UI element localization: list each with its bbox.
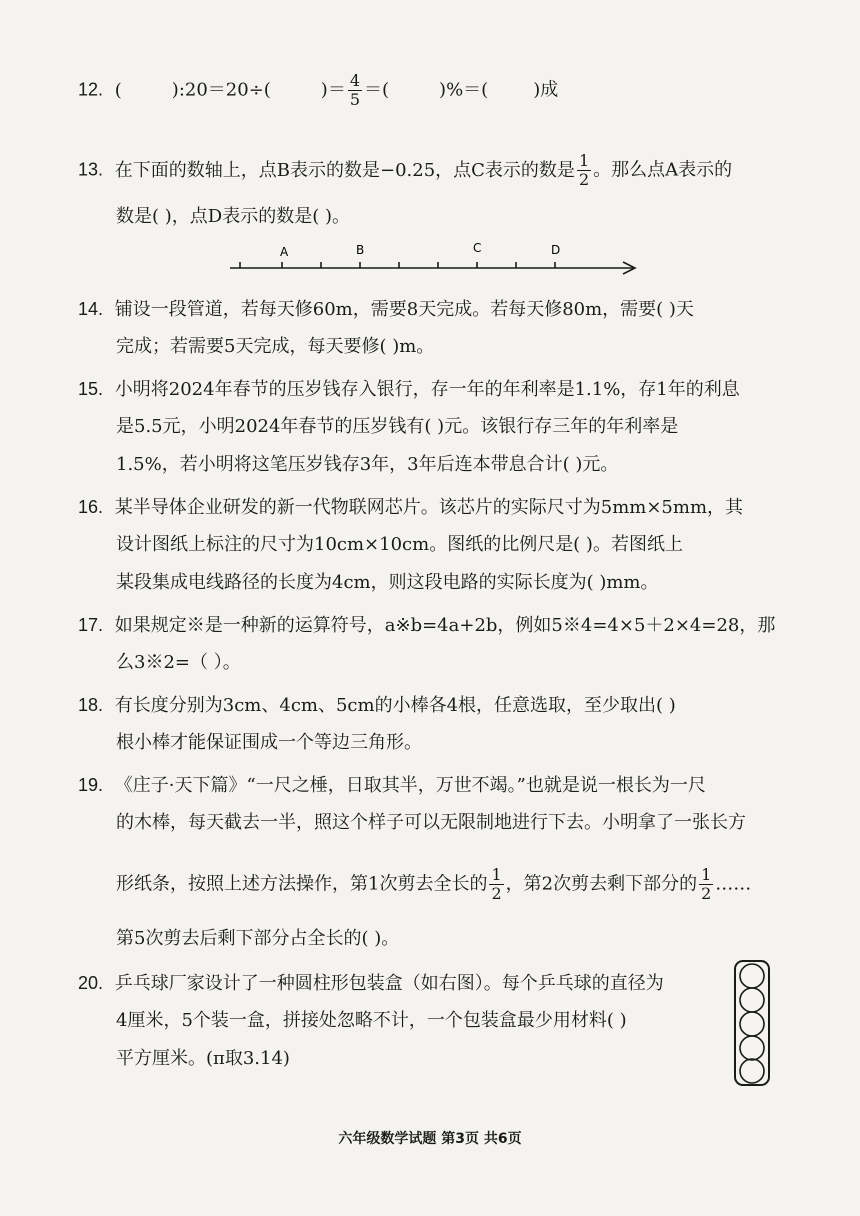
question-19-line-3: 形纸条，按照上述方法操作，第1次剪去全长的 $\frac{1}{2}$ ，第2次剪去剩下部分的 $\frac{1}{2}$ ……	[116, 865, 752, 903]
question-number: 13.	[78, 159, 104, 180]
question-20-line-3: 平方厘米。(π取3.14)	[116, 1048, 290, 1069]
question-19-line-1: 19. 《庄子·天下篇》“一尺之棰，日取其半，万世不竭。”也就是说一根长为一尺	[78, 775, 706, 796]
question-14-line-2: 完成；若需要5天完成，每天要修( )m。	[116, 336, 435, 357]
question-12: 12. ( ):20＝20÷( )＝ $\frac{4}{5}$ ＝( )%＝( )成	[78, 71, 559, 109]
question-15-line-1: 15. 小明将2024年春节的压岁钱存入银行，存一年的年利率是1.1%，存1年的利息	[78, 379, 740, 400]
question-number: 19.	[78, 775, 104, 795]
fraction-one-half: $\frac{1}{2}$	[578, 151, 590, 189]
question-17-line-2: 么3※2=（ ）。	[116, 652, 241, 673]
question-17-line-1: 17. 如果规定※是一种新的运算符号，a※b=4a+2b，例如5※4=4×5＋2×4=28，那	[78, 615, 776, 636]
fraction-four-fifths: $\frac{4}{5}$	[349, 71, 361, 109]
question-16-line-2: 设计图纸上标注的尺寸为10cm×10cm。图纸的比例尺是( )。若图纸上	[116, 534, 683, 555]
ping-pong-box-figure	[732, 958, 772, 1088]
fraction-one-half: $\frac{1}{2}$	[491, 865, 502, 903]
question-15-line-2: 是5.5元，小明2024年春节的压岁钱有( )元。该银行存三年的年利率是	[116, 416, 679, 437]
question-18-line-2: 根小棒才能保证围成一个等边三角形。	[116, 732, 422, 753]
question-number: 16.	[78, 497, 104, 517]
ping-pong-ball	[740, 1012, 764, 1036]
question-number: 18.	[78, 695, 104, 715]
ping-pong-ball	[740, 1036, 764, 1060]
question-18-line-1: 18. 有长度分别为3cm、4cm、5cm的小棒各4根，任意选取，至少取出( )	[78, 695, 676, 716]
question-number: 15.	[78, 379, 104, 399]
question-number: 12.	[78, 79, 104, 100]
question-15-line-3: 1.5%，若小明将这笔压岁钱存3年，3年后连本带息合计( )元。	[116, 454, 619, 475]
question-number: 20.	[78, 973, 104, 993]
question-20-line-1: 20. 乒乓球厂家设计了一种圆柱形包装盒（如右图）。每个乒乓球的直径为	[78, 973, 664, 994]
question-number: 17.	[78, 615, 104, 635]
page-footer: 六年级数学试题 第3页 共6页	[338, 1131, 522, 1147]
ping-pong-ball	[740, 964, 764, 988]
question-13-line-2: 数是( )，点D表示的数是( )。	[116, 206, 350, 227]
point-label-a: A	[280, 245, 289, 259]
question-20-line-2: 4厘米，5个装一盒，拼接处忽略不计，一个包装盒最少用材料( )	[116, 1010, 627, 1031]
point-label-d: D	[551, 243, 561, 257]
ping-pong-ball	[740, 1059, 764, 1083]
question-16-line-3: 某段集成电线路径的长度为4cm，则这段电路的实际长度为( )mm。	[116, 572, 659, 593]
fraction-one-half: $\frac{1}{2}$	[701, 865, 712, 903]
point-label-c: C	[473, 241, 482, 255]
question-13-line-1: 13. 在下面的数轴上，点B表示的数是−0.25，点C表示的数是 $\frac{1}{2}$ 。那么点A表示的	[78, 151, 733, 189]
question-16-line-1: 16. 某半导体企业研发的新一代物联网芯片。该芯片的实际尺寸为5mm×5mm，其	[78, 497, 744, 518]
point-label-b: B	[356, 243, 365, 257]
number-line	[225, 238, 645, 288]
question-number: 14.	[78, 299, 104, 319]
question-19-line-2: 的木棒，每天截去一半，照这个样子可以无限制地进行下去。小明拿了一张长方	[116, 812, 746, 833]
question-19-line-4: 第5次剪去后剩下部分占全长的( )。	[116, 928, 400, 949]
question-14-line-1: 14. 铺设一段管道，若每天修60m，需要8天完成。若每天修80m，需要( )天	[78, 299, 694, 320]
ping-pong-ball	[740, 988, 764, 1012]
